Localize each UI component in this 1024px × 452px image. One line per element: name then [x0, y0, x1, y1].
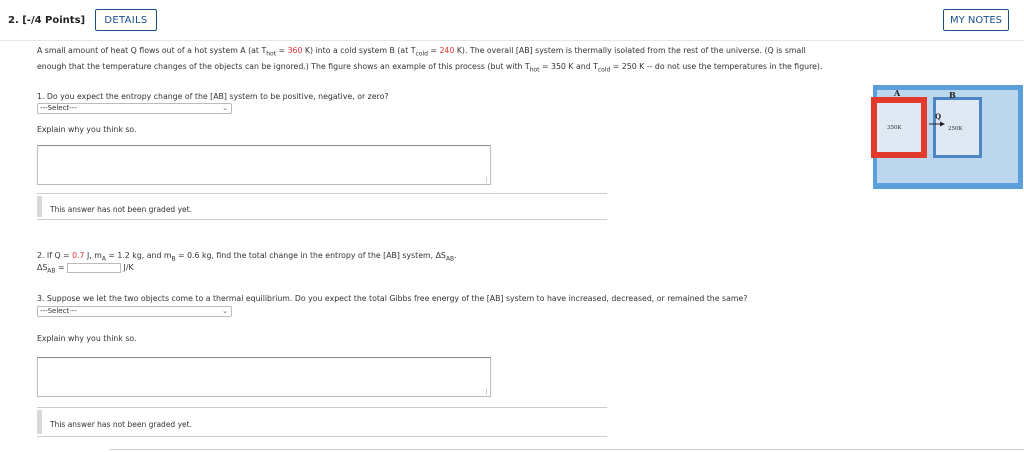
- chevron-down-icon: ⌄: [222, 104, 228, 112]
- resize-grip-icon[interactable]: ∣: [485, 176, 488, 183]
- q1-select[interactable]: ---Select--- ⌄: [37, 103, 232, 114]
- t-cold-value: 240: [439, 46, 455, 55]
- status-bar: [37, 410, 42, 434]
- my-notes-button[interactable]: MY NOTES: [943, 9, 1009, 31]
- q1-grading-status: This answer has not been graded yet.: [37, 193, 607, 220]
- question-points: 2. [-/4 Points]: [8, 15, 86, 26]
- q1-explain-label: Explain why you think so.: [37, 125, 137, 134]
- delta-s-input[interactable]: [67, 263, 121, 273]
- q-value: 0.7: [72, 251, 85, 260]
- heat-q-label: Q: [935, 112, 942, 121]
- system-b-label: B: [949, 90, 956, 100]
- q3-select[interactable]: ---Select--- ⌄: [37, 306, 232, 317]
- divider: [110, 449, 1024, 450]
- system-a-label: A: [894, 88, 901, 98]
- q3-text: 3. Suppose we let the two objects come to a thermal equilibrium. Do you expect the total Gibbs free energy of the [AB] system to have increased, decreased, or remained the same?: [37, 294, 748, 303]
- q1-text: 1. Do you expect the entropy change of the [AB] system to be positive, negative, or zero?: [37, 92, 389, 101]
- q3-explain-label: Explain why you think so.: [37, 334, 137, 343]
- temp-b-label: 250K: [948, 126, 963, 132]
- status-bar: [37, 196, 42, 217]
- details-button[interactable]: DETAILS: [95, 9, 157, 31]
- temp-a-label: 350K: [887, 125, 902, 131]
- chevron-down-icon: ⌄: [222, 307, 228, 315]
- resize-grip-icon[interactable]: ∣: [485, 388, 488, 395]
- q2-text: 2. If Q = 0.7 J, $m_A = 1.2$ kg, and $m_B = 0.6$ kg, find the total change in the entropy of the [AB] system, $\Delta S_{AB}$.: [37, 251, 457, 263]
- arrow-right-icon: [928, 121, 946, 127]
- question-header: [0, 0, 1024, 41]
- q3-grading-status: This answer has not been graded yet.: [37, 407, 607, 437]
- q3-explain-textarea[interactable]: [37, 357, 491, 397]
- problem-statement: A small amount of heat Q flows out of a hot system A (at $T_{hot} = 360$ K) into a cold system B (at $T_{cold} = 240$ K). The overall [AB] system is thermally isolated from the rest of the universe. (Q is small enough that the temperature changes of the objects can be ignored.) The figure shows an example of this process (but with $T_{hot} = 350$ K and $T_{cold} = 250$ K -- do not use the temperatures in the figure).: [37, 46, 823, 74]
- q1-explain-textarea[interactable]: [37, 145, 491, 185]
- q2-answer-row: $\Delta S_{AB} = J/K$: [37, 263, 134, 275]
- t-hot-value: 360: [287, 46, 303, 55]
- unit-label: J/K: [123, 263, 134, 272]
